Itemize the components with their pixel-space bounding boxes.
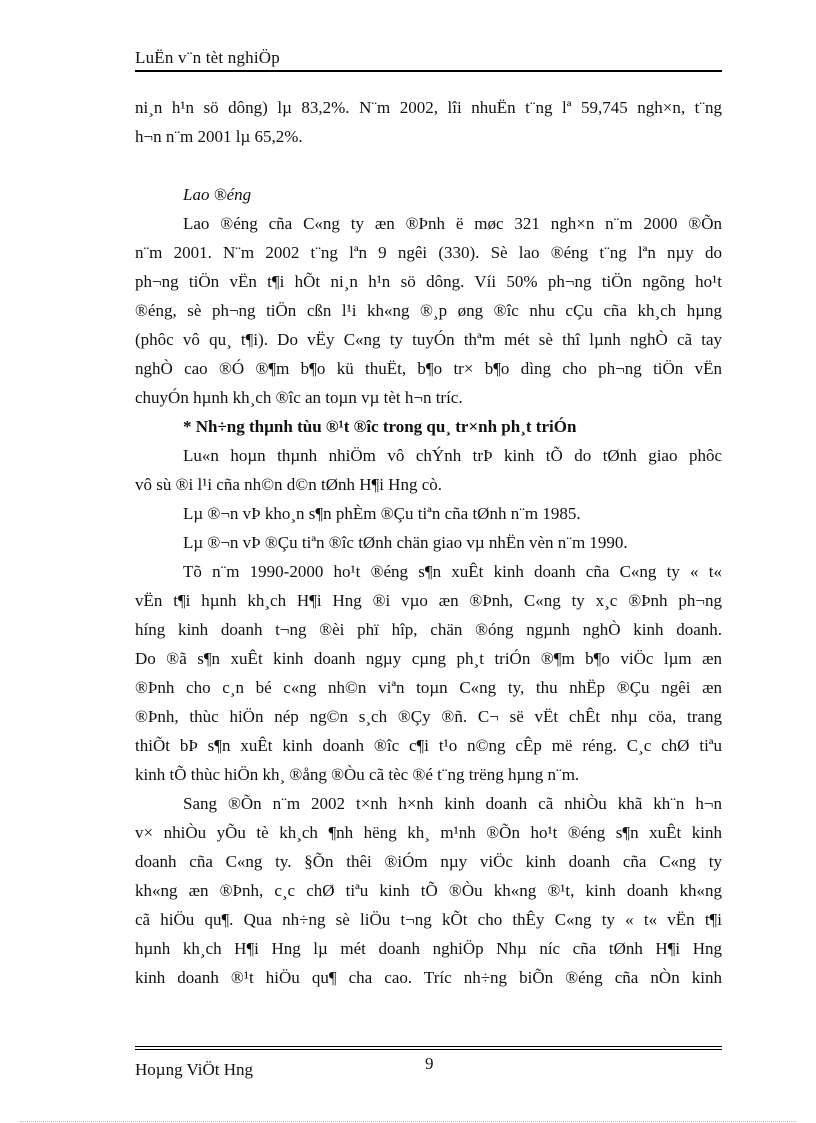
bold-heading: * Nh÷ng thµnh tùu ®¹t ®îc trong qu¸ tr×nh ph¸t triÓn bbox=[183, 417, 577, 436]
section-heading: Lao ®éng bbox=[183, 185, 252, 204]
text-line: Sang ®Õn n¨m 2002 t×nh h×nh kinh doanh cã nhiÒu khã kh¨n h¬n bbox=[183, 794, 722, 813]
text-line: Lu«n hoµn thµnh nhiÖm vô chÝnh trÞ kinh tÕ do tØnh giao phôc bbox=[183, 446, 722, 465]
text-line: kinh doanh ®¹t hiÖu qu¶ cha cao. Tríc nh÷ng biÕn ®éng cña nÒn kinh bbox=[135, 968, 722, 987]
text-line: vËn t¶i hµnh kh¸ch H¶i Hng ®i vµo æn ®Þnh, C«ng ty x¸c ®Þnh ph¬ng bbox=[135, 591, 722, 610]
header-rule bbox=[135, 70, 722, 72]
text-line: ®Þnh cho c¸n bé c«ng nh©n viªn toµn C«ng ty, thu nhËp ®Çu ngêi æn bbox=[135, 678, 722, 697]
text-line: kh«ng æn ®Þnh, c¸c chØ tiªu kinh tÕ ®Òu kh«ng ®¹t, kinh doanh kh«ng bbox=[135, 881, 722, 900]
text-line: Do ®ã s¶n xuÊt kinh doanh ngµy cµng ph¸t triÓn ®¶m b¶o viÖc lµm æn bbox=[135, 649, 722, 668]
footer-rule bbox=[135, 1049, 722, 1050]
text-line: n¨m 2001. N¨m 2002 t¨ng lªn 9 ngêi (330). Sè lao ®éng t¨ng lªn nµy do bbox=[135, 243, 722, 262]
text-line: h¬n n¨m 2001 lµ 65,2%. bbox=[135, 127, 303, 146]
text-line: kinh tÕ thùc hiÖn kh¸ ®ång ®Òu cã tèc ®é t¨ng trëng hµng n¨m. bbox=[135, 765, 580, 784]
text-line: Lµ ®¬n vÞ kho¸n s¶n phÈm ®Çu tiªn cña tØnh n¨m 1985. bbox=[183, 504, 581, 523]
text-line: Tõ n¨m 1990-2000 ho¹t ®éng s¶n xuÊt kinh doanh cña C«ng ty « t« bbox=[183, 562, 722, 581]
text-line: ph¬ng tiÖn vËn t¶i hÕt ni¸n h¹n sö dông. Víi 50% ph¬ng tiÖn ngõng ho¹t bbox=[135, 272, 722, 291]
text-line: v× nhiÒu yÕu tè kh¸ch ¶nh hëng kh¸ m¹nh ®Õn ho¹t ®éng s¶n xuÊt kinh bbox=[135, 823, 722, 842]
header-title: LuËn v¨n tèt nghiÖp bbox=[135, 48, 280, 67]
footer-rule bbox=[135, 1046, 722, 1047]
text-line: vô sù ®i l¹i cña nh©n d©n tØnh H¶i Hng cò. bbox=[135, 475, 442, 494]
text-line: doanh cña C«ng ty. §Õn thêi ®iÓm nµy viÖc kinh doanh cña C«ng ty bbox=[135, 852, 722, 871]
text-line: hµnh kh¸ch H¶i Hng lµ mét doanh nghiÖp Nhµ níc cña tØnh H¶i Hng bbox=[135, 939, 722, 958]
page-edge bbox=[20, 1121, 796, 1122]
text-line: (phôc vô qu¸ t¶i). Do vËy C«ng ty tuyÓn thªm mét sè thî lµnh nghÒ cã tay bbox=[135, 330, 722, 349]
page-number: 9 bbox=[425, 1054, 434, 1073]
text-line: ®éng, sè ph¬ng tiÖn cßn l¹i kh«ng ®¸p øng ®îc nhu cÇu cña kh¸ch hµng bbox=[135, 301, 722, 320]
document-body bbox=[135, 93, 722, 992]
text-line: ®Þnh, thùc hiÖn nép ng©n s¸ch ®Çy ®ñ. C¬ së vËt chÊt nhµ cöa, trang bbox=[135, 707, 722, 726]
text-line: thiÕt bÞ s¶n xuÊt kinh doanh ®îc c¶i t¹o n©ng cÊp më réng. C¸c chØ tiªu bbox=[135, 736, 722, 755]
text-line: chuyÓn hµnh kh¸ch ®îc an toµn vµ tèt h¬n tríc. bbox=[135, 388, 463, 407]
page-header bbox=[135, 48, 722, 68]
text-line: nghÒ cao ®Ó ®¶m b¶o kü thuËt, b¶o tr× b¶o dìng cho ph¬ng tiÖn vËn bbox=[135, 359, 722, 378]
text-line: cã hiÖu qu¶. Qua nh÷ng sè liÖu t¬ng kÕt cho thÊy C«ng ty « t« vËn t¶i bbox=[135, 910, 722, 929]
text-line: Lao ®éng cña C«ng ty æn ®Þnh ë møc 321 ngh×n n¨m 2000 ®Õn bbox=[183, 214, 722, 233]
text-line: híng kinh doanh t¬ng ®èi phï hîp, chän ®óng ngµnh nghÒ kinh doanh. bbox=[135, 620, 722, 639]
page-footer bbox=[135, 1046, 722, 1079]
text-line: ni¸n h¹n sö dông) lµ 83,2%. N¨m 2002, lîi nhuËn t¨ng lª 59,745 ngh×n, t¨ng bbox=[135, 98, 722, 117]
text-line: Lµ ®¬n vÞ ®Çu tiªn ®îc tØnh chän giao vµ nhËn vèn n¨m 1990. bbox=[183, 533, 628, 552]
footer-author: Hoµng ViÖt Hng bbox=[135, 1060, 254, 1079]
